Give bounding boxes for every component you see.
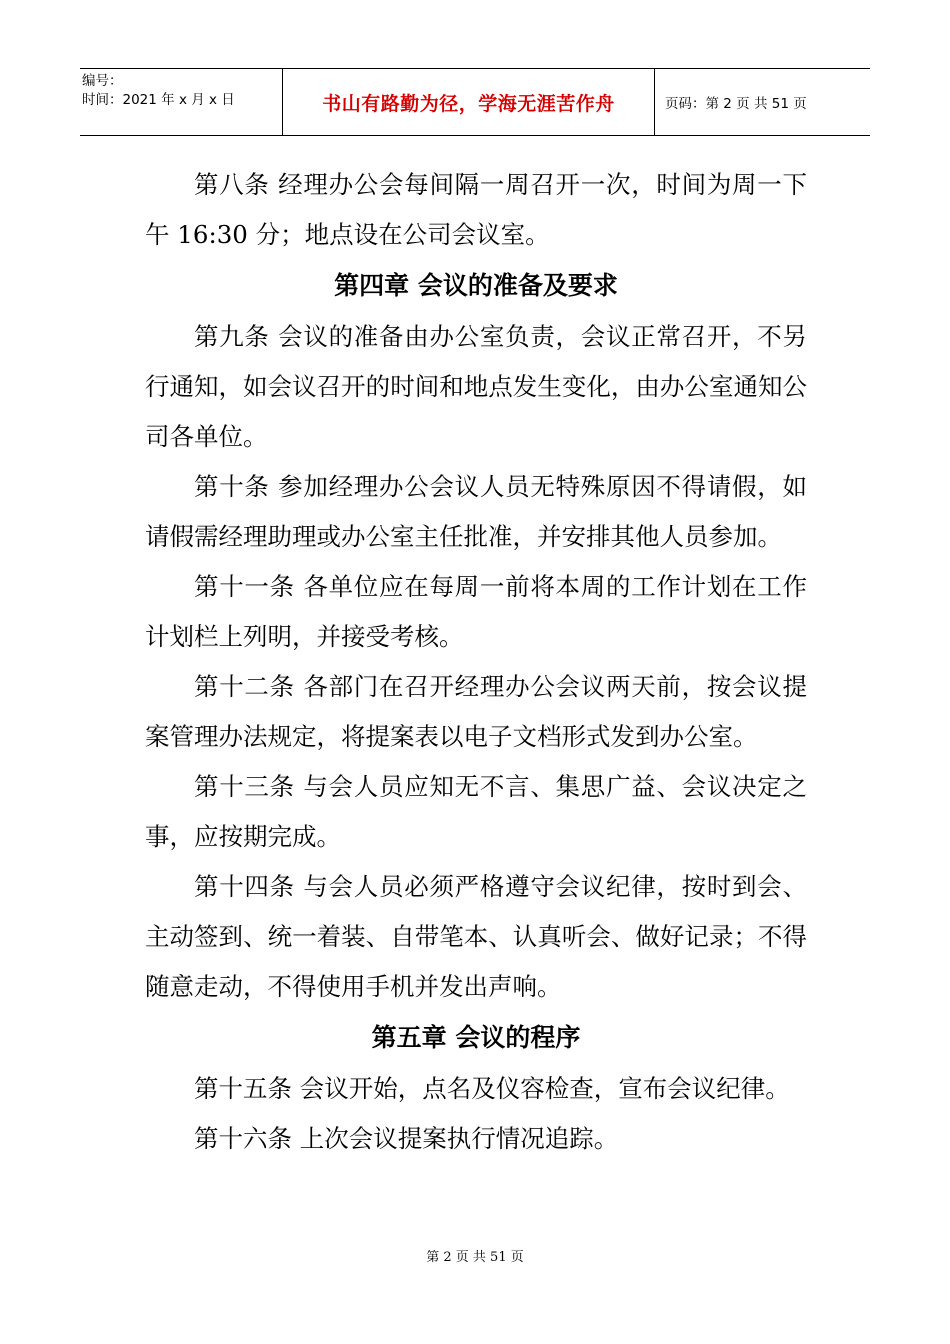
article-11: 第十一条 各单位应在每周一前将本周的工作计划在工作计划栏上列明，并接受考核。 <box>145 572 807 651</box>
article-8: 第八条 经理办公会每间隔一周召开一次，时间为周一下午 16:30 分；地点设在公司会议室。 <box>145 170 807 249</box>
chapter-4-title: 第四章 会议的准备及要求 <box>334 271 618 300</box>
page-header <box>80 68 870 136</box>
header-meta <box>80 69 282 135</box>
article-14: 第十四条 与会人员必须严格遵守会议纪律，按时到会、主动签到、统一着装、自带笔本、认真听会、做好记录；不得随意走动，不得使用手机并发出声响。 <box>145 872 807 1001</box>
page-footer: 第 2 页 共 51 页 <box>426 1250 524 1265</box>
article-16: 第十六条 上次会议提案执行情况追踪。 <box>194 1124 619 1153</box>
serial-number-label: 编号： <box>82 73 123 89</box>
header-motto: 书山有路勤为径，学海无涯苦作舟 <box>282 69 655 135</box>
chapter-5-title: 第五章 会议的程序 <box>371 1023 581 1052</box>
article-12: 第十二条 各部门在召开经理办公会议两天前，按会议提案管理办法规定，将提案表以电子文档形式发到办公室。 <box>145 672 807 751</box>
article-9: 第九条 会议的准备由办公室负责，会议正常召开，不另行通知，如会议召开的时间和地点发生变化，由办公室通知公司各单位。 <box>145 322 807 451</box>
date-label: 时间：2021 年 x 月 x 日 <box>82 92 235 108</box>
article-13: 第十三条 与会人员应知无不言、集思广益、会议决定之事，应按期完成。 <box>145 772 807 851</box>
document-body <box>145 160 807 1164</box>
article-15: 第十五条 会议开始，点名及仪容检查，宣布会议纪律。 <box>194 1074 790 1103</box>
article-10: 第十条 参加经理办公会议人员无特殊原因不得请假，如请假需经理助理或办公室主任批准，并安排其他人员参加。 <box>145 472 807 551</box>
header-page-info: 页码：第 2 页 共 51 页 <box>665 96 807 112</box>
